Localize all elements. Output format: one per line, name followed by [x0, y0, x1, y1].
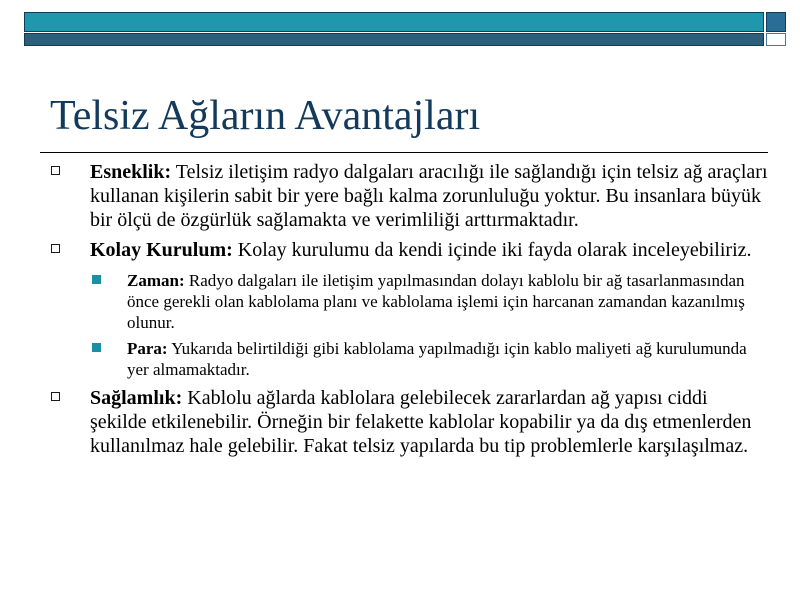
hollow-square-bullet-icon: [51, 166, 60, 175]
hollow-square-bullet-icon: [51, 244, 60, 253]
bullet-item-kolay-kurulum: [48, 238, 768, 262]
filled-square-bullet-icon: [92, 343, 101, 352]
bullet-label: Kolay Kurulum:: [90, 239, 233, 261]
filled-square-bullet-icon: [92, 275, 101, 284]
sub-bullet-label: Zaman:: [127, 271, 185, 290]
sub-bullet-item-para: [48, 338, 768, 380]
bullet-text: Kablolu ağlarda kablolara gelebilecek zararlardan ağ yapısı ciddi şekilde etkilenebilir. Örneğin bir felakette kablolar kopabilir ya da dış etmenlerden kullanılmaz hale gelebilir. Fakat telsiz yapılarda bu tip problemlerle karşılaşılmaz.: [90, 387, 752, 457]
title-divider: [40, 152, 768, 153]
bullet-label: Sağlamlık:: [90, 387, 183, 409]
header-bar-bottom: [24, 33, 764, 46]
sub-bullet-text: Radyo dalgaları ile iletişim yapılmasından dolayı kablolu bir ağ tasarlanmasından önce gerekli olan kablolama planı ve kablolama işlemi için harcanan zamandan kazanılmış olunur.: [127, 271, 745, 332]
bullet-item-esneklik: [48, 160, 768, 232]
slide-content: [48, 160, 768, 458]
bullet-label: Esneklik:: [90, 161, 172, 183]
sub-bullet-text: Yukarıda belirtildiği gibi kablolama yapılmadığı için kablo maliyeti ağ kurulumunda yer almamaktadır.: [127, 339, 747, 379]
bullet-item-saglamlik: [48, 386, 768, 458]
slide-title: Telsiz Ağların Avantajları: [50, 93, 481, 139]
hollow-square-bullet-icon: [51, 392, 60, 401]
sub-bullet-label: Para:: [127, 339, 168, 358]
bullet-text: Kolay kurulumu da kendi içinde iki fayda olarak inceleyebiliriz.: [232, 239, 752, 261]
header-bar-bottom-corner: [766, 33, 786, 46]
header-bar-top: [24, 12, 764, 32]
sub-bullet-item-zaman: [48, 270, 768, 333]
bullet-text: Telsiz iletişim radyo dalgaları aracılığı ile sağlandığı için telsiz ağ araçları kullanan kişilerin sabit bir yere bağlı kalma zorunluluğu yoktur. Bu insanlara büyük bir ölçü de özgürlük sağlamakta ve verimliliği arttırmaktadır.: [90, 161, 768, 231]
header-bar-top-corner: [766, 12, 786, 32]
